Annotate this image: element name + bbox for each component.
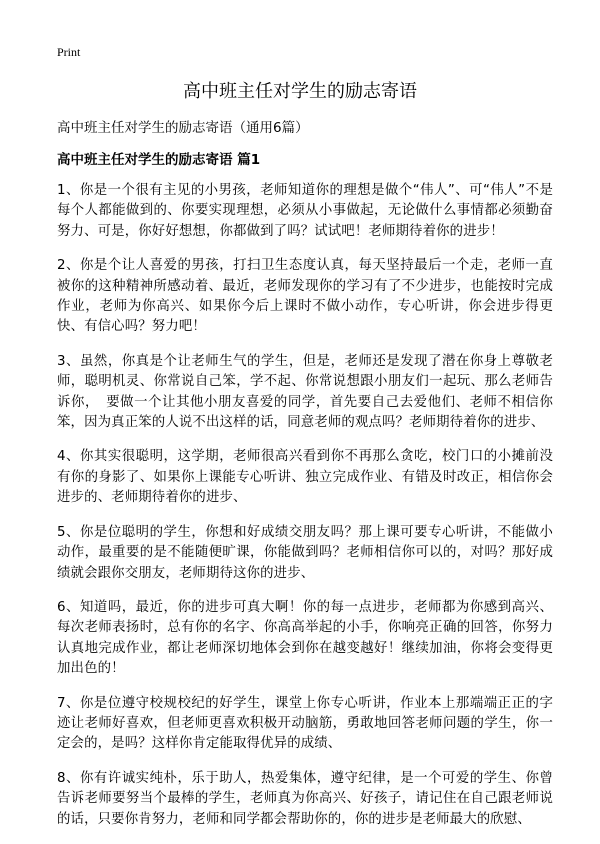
paragraph-6: 6、知道吗，最近，你的进步可真大啊！你的每一点进步，老师都为你感到高兴、每次老师表扬时，总有你的名字、你高高举起的小手，你响亮正确的回答，你努力认真地完成作业，都让老师深切地体会到你在越变越好！继续加油，你将会变得更加出色的！ [57, 599, 553, 677]
page-title: 高中班主任对学生的励志寄语 [183, 81, 417, 102]
print-label: Print [57, 45, 81, 59]
paragraph-4: 4、你其实很聪明，这学期，老师很高兴看到你不再那么贪吃，校门口的小摊前没有你的身影了、如果你上课能专心听讲、独立完成作业、有错及时改正，相信你会进步的、老师期待着你的进步、 [57, 449, 553, 506]
section-heading: 高中班主任对学生的励志寄语 篇1 [57, 152, 261, 168]
paragraph-5: 5、你是位聪明的学生，你想和好成绩交朋友吗？那上课可要专心听讲，不能做小动作，最重要的是不能随便旷课，你能做到吗？老师相信你可以的，对吗？那好成绩就会跟你交朋友，老师期待这你的进步、 [57, 524, 553, 581]
paragraph-2: 2、你是个让人喜爱的男孩，打扫卫生态度认真，每天坚持最后一个走，老师一直被你的这种精神所感动着、最近，老师发现你的学习有了不少进步，也能按时完成作业，老师为你高兴、如果你今后上课时不做小动作，专心听讲，你会进步得更快、有信心吗？努力吧！ [57, 258, 553, 335]
paragraph-7: 7、你是位遵守校规校纪的好学生，课堂上你专心听讲，作业本上那端端正正的字迹让老师好喜欢，但老师更喜欢积极开动脑筋，勇敢地回答老师问题的学生，你一定会的，是吗？这样你肯定能取得优异的成绩、 [57, 695, 553, 752]
body-content [57, 181, 553, 844]
paragraph-3: 3、虽然，你真是个让老师生气的学生，但是，老师还是发现了潜在你身上尊敬老师，聪明机灵、你常说自己笨，学不起、你常说想跟小朋友们一起玩、那么老师告诉你， 要做一个让其他小朋友喜爱的同学，首先要自己去爱他们、老师不相信你笨，因为真正笨的人说不出这样的话，同意老师的观点吗？老师期待着你的进步、 [57, 353, 553, 431]
document-subtitle: 高中班主任对学生的励志寄语（通用6篇） [57, 120, 309, 136]
paragraph-1: 1、你是一个很有主见的小男孩，老师知道你的理想是做个“伟人”、可“伟人”不是每个人都能做到的、你要实现理想，必须从小事做起，无论做什么事情都必须勤奋努力、可是，你好好想想，你都做到了吗？试试吧！老师期待着你的进步！ [57, 183, 553, 239]
paragraph-8: 8、你有许诚实纯朴，乐于助人，热爱集体，遵守纪律，是一个可爱的学生、你曾告诉老师要努当个最棒的学生，老师真为你高兴、好孩子，请记住在自己跟老师说的话，只要你肯努力，老师和同学都会帮助你的，你的进步是老师最大的欣慰、 [57, 770, 553, 827]
